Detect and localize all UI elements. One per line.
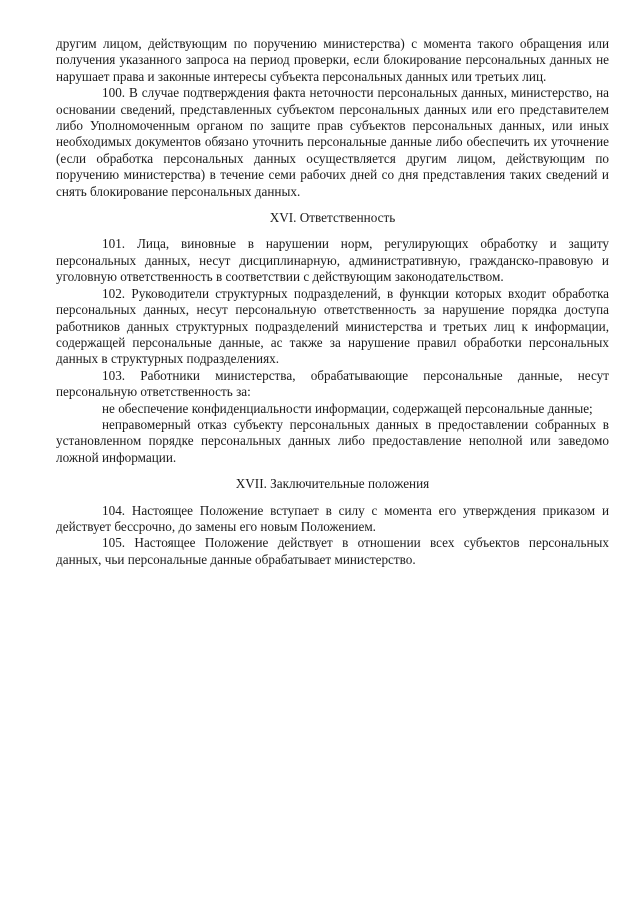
document-page: [56, 36, 609, 568]
paragraph-103: [56, 368, 609, 401]
paragraph-105: [56, 535, 609, 568]
paragraph-number: 102.: [102, 285, 126, 301]
paragraph-text: Настоящее Положение вступает в силу с момента его утверждения приказом и действует бессрочно, до замены его новым Положением.: [56, 502, 610, 534]
paragraph-text: Руководители структурных подразделений, в функции которых входит обработка персональных данных, несут персональную ответственность за нарушение порядка доступа работников данных структурных подразделений министерства и третьих лиц к информации, содержащей персональные данные, ас также за нарушение правил обработки персональных данных в структурных подразделениях.: [56, 285, 610, 367]
paragraph-number: 104.: [102, 502, 126, 518]
paragraph-text: Лица, виновные в нарушении норм, регулирующих обработку и защиту персональных данных, несут дисциплинарную, административную, гражданско-правовую и уголовную ответственность в соответствии с действующим законодательством.: [56, 236, 610, 285]
paragraph-104: [56, 503, 609, 536]
paragraph-text: Настоящее Положение действует в отношении всех субъектов персональных данных, чьи персональные данные обрабатывает министерство.: [56, 535, 610, 567]
paragraph-continuation: другим лицом, действующим по поручению министерства) с момента такого обращения или получения указанного запроса на период проверки, если блокирование персональных данных не нарушает права и законные интересы субъекта персональных данных или третьих лиц.: [56, 36, 609, 84]
paragraph-number: 103.: [102, 367, 126, 383]
paragraph-number: 101.: [102, 236, 126, 252]
paragraph-number: 105.: [102, 535, 126, 551]
paragraph-102: [56, 286, 609, 368]
list-item-103-1: не обеспечение конфиденциальности информации, содержащей персональные данные;: [102, 400, 593, 416]
section-heading-xvi: XVI. Ответственность: [269, 210, 396, 226]
section-heading-xvii: XVII. Заключительные положения: [235, 476, 430, 492]
paragraph-text: В случае подтверждения факта неточности персональных данных, министерство, на основании сведений, представленных субъектом персональных данных или его представителем либо Уполномоченным органом по защите прав субъектов персональных данных, или иных необходимых документов обязано уточнить персональные данные либо обеспечить их уточнение (если обработка персональных данных осуществляется другим лицом, действующим по поручению министерства) в течение семи рабочих дней со дня представления таких сведений и снять блокирование персональных данных.: [56, 85, 610, 199]
paragraph-100: [56, 85, 609, 200]
paragraph-101: [56, 236, 609, 285]
list-item-103-2: неправомерный отказ субъекту персональных данных в предоставлении собранных в установленном порядке персональных данных либо предоставление неполной или заведомо ложной информации.: [56, 416, 609, 465]
paragraph-number: 100.: [102, 85, 126, 101]
paragraph-text: Работники министерства, обрабатывающие персональные данные, несут персональную ответственность за:: [56, 367, 609, 400]
